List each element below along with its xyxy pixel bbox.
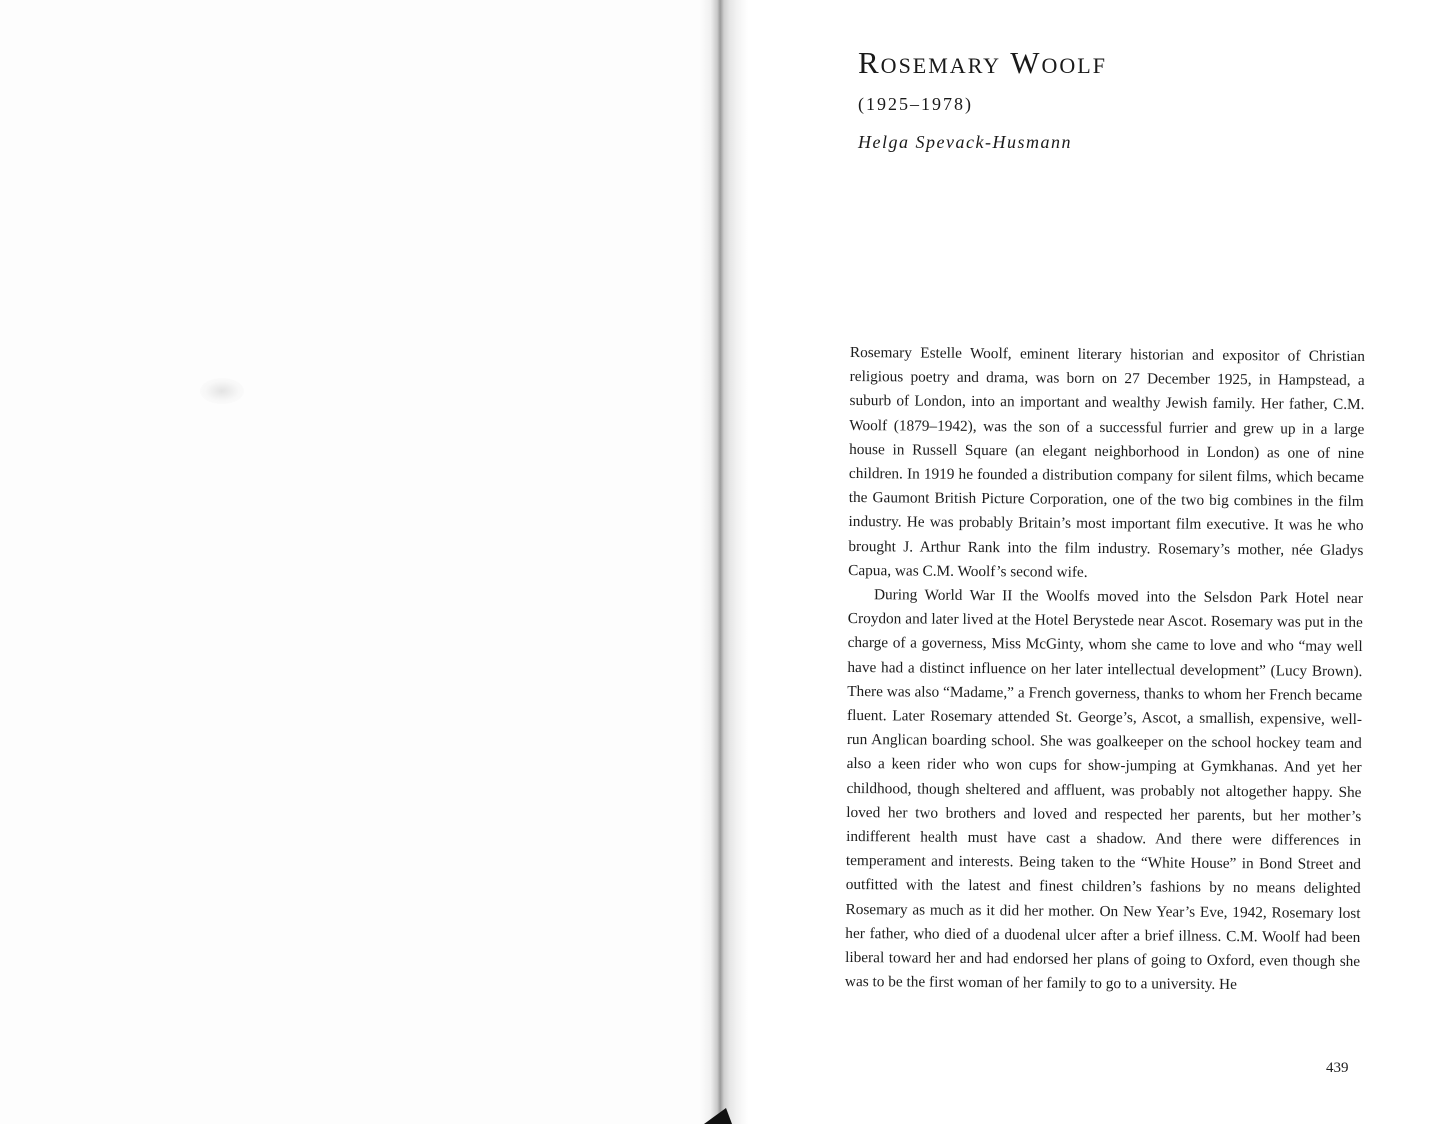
page-number: 439 (1326, 1060, 1349, 1076)
gutter-shadow-mark (704, 1108, 732, 1124)
life-dates: (1925–1978) (858, 94, 973, 114)
left-page (0, 0, 718, 1124)
book-gutter (700, 0, 748, 1124)
paragraph-1: Rosemary Estelle Woolf, eminent literary historian and expositor of Christian religious poetry and drama, was born on 27 December 1925, in Hampstead, a suburb of London, into an important and wealthy Jewish family. Her father, C.M. Woolf (1879–1942), was the son of a successful furrier and grew up in a large house in Russell Square (an elegant neighborhood in London) as one of nine children. In 1919 he founded a distribution company for silent films, which became the Gaumont British Picture Corporation, one of the two big combines in the film industry. He was probably Britain’s most important film executive. It was he who brought J. Arthur Rank into the film industry. Rosemary’s mother, née Gladys Capua, was C.M. Woolf’s second wife. (848, 343, 1365, 581)
body-text (845, 341, 1365, 999)
paper-smudge (200, 378, 244, 404)
paragraph-2: During World War II the Woolfs moved into the Selsdon Park Hotel near Croydon and later lived at the Hotel Berystede near Ascot. Rosemary was put in the charge of a governess, Miss McGinty, whom she came to love and who “may well have had a distinct influence on her later intellectual development” (Lucy Brown). There was also “Madame,” a French governess, thanks to whom her French became fluent. Later Rosemary attended St. George’s, Ascot, a smallish, expensive, well-run Anglican boarding school. She was goalkeeper on the school hockey team and also a keen rider who won cups for show-jumping at Gymkhanas. And yet her childhood, though sheltered and affluent, was probably not altogether happy. She loved her two brothers and loved and respected her parents, but her mother’s indifferent health must have cast a shadow. And there were differences in temperament and interests. Being taken to the “White House” in Bond Street and outfitted with the latest and finest children’s fashions by no means delighted Rosemary as much as it did her mother. On New Year’s Eve, 1942, Rosemary lost her father, who died of a duodenal ulcer after a brief illness. C.M. Woolf had been liberal toward her and had endorsed her plans of going to Oxford, even though she was to be the first woman of her family to go to a university. He (844, 586, 1364, 994)
chapter-header (858, 40, 1378, 154)
chapter-author: Helga Spevack-Husmann (858, 132, 1072, 152)
chapter-title: Rosemary Woolf (858, 45, 1107, 80)
